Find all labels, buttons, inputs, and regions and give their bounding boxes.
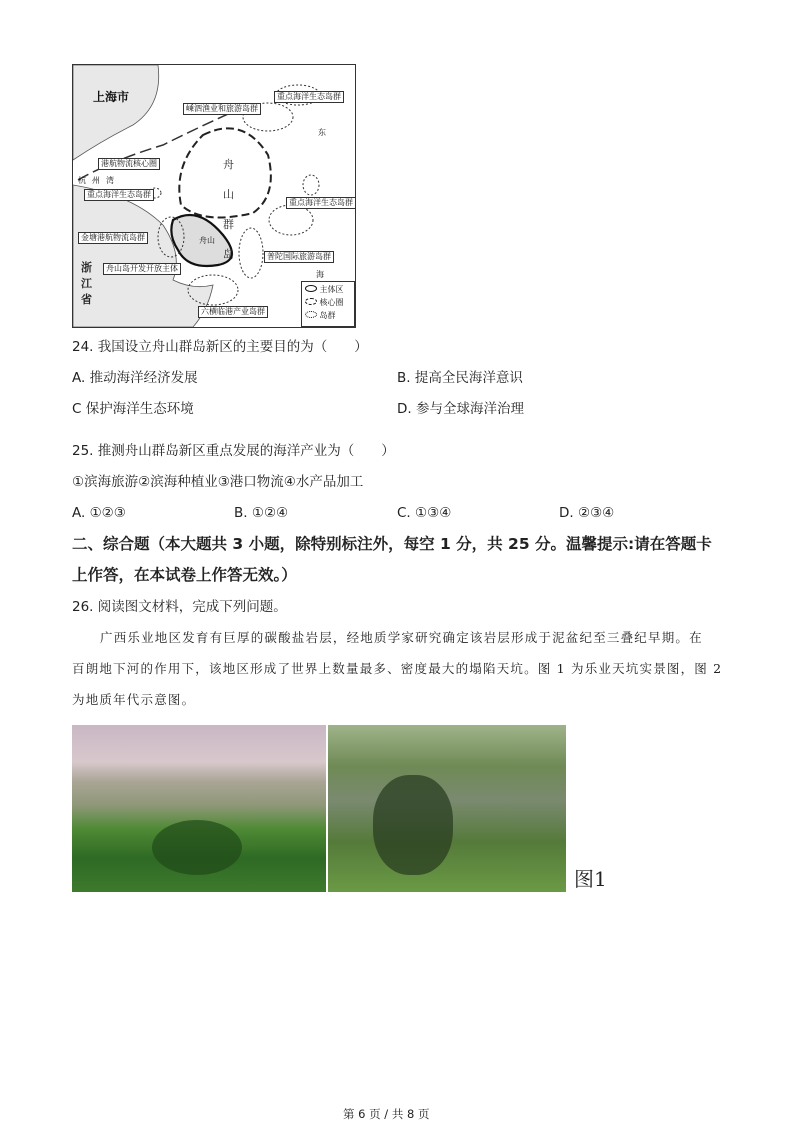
q24-option-d: D. 参与全球海洋治理 [397, 401, 524, 417]
legend-core-circle: 核心圈 [319, 298, 344, 307]
q24-option-b: B. 提高全民海洋意识 [397, 370, 523, 386]
q24-option-a: A. 推动海洋经济发展 [72, 370, 198, 386]
q25-option-d: D. ②③④ [559, 505, 615, 521]
q25-option-b: B. ①②④ [234, 505, 289, 521]
tiankeng-photo-1 [72, 725, 326, 892]
label-shanghai: 上海市 [93, 90, 130, 104]
label-jintang: 金塘港航物流岛群 [78, 232, 148, 244]
q25-stem: 25. 推测舟山群岛新区重点发展的海洋产业为（ ） [72, 443, 395, 459]
label-eco-left: 重点海洋生态岛群 [84, 189, 154, 201]
label-zhejiang: 浙江省 [81, 261, 92, 306]
label-eco-top: 重点海洋生态岛群 [274, 91, 344, 103]
tiankeng-photo-2 [328, 725, 566, 892]
map-legend [301, 281, 355, 327]
q26-paragraph-line3: 为地质年代示意图。 [72, 692, 196, 707]
zhoushan-map [72, 64, 356, 328]
figure-1-label: 图1 [574, 867, 607, 891]
q24-option-c: C 保护海洋生态环境 [72, 401, 194, 417]
label-hangzhouwan: 杭州湾 [78, 176, 120, 185]
label-core-circle: 港航物流核心圈 [98, 158, 160, 170]
label-dong: 东 [318, 128, 326, 137]
label-main-body: 舟山岛开发开放主体 [103, 263, 181, 275]
q26-paragraph-line1: 广西乐业地区发育有巨厚的碳酸盐岩层，经地质学家研究确定该岩层形成于泥盆纪至三叠纪早期。在 [100, 630, 703, 645]
q25-option-c: C. ①③④ [397, 505, 452, 521]
q26-paragraph-line2: 百朗地下河的作用下，该地区形成了世界上数量最多、密度最大的塌陷天坑。图 1 为乐业天坑实景图，图 2 [72, 661, 723, 676]
label-zhoushan: 舟山 [199, 236, 215, 245]
page-footer: 第 6 页 / 共 8 页 [343, 1107, 430, 1121]
label-eco-right: 重点海洋生态岛群 [286, 197, 356, 209]
section-heading-line2: 上作答，在本试卷上作答无效。） [72, 566, 297, 584]
q25-option-a: A. ①②③ [72, 505, 126, 521]
q26-stem: 26. 阅读图文材料，完成下列问题。 [72, 599, 287, 615]
legend-main-area: 主体区 [319, 285, 344, 294]
label-archipelago: 舟山群岛 [223, 158, 234, 261]
label-liuheng: 六横临港产业岛群 [198, 306, 268, 318]
section-heading-line1: 二、综合题（本大题共 3 小题，除特别标注外，每空 1 分，共 25 分。温馨提示:请在答题卡 [72, 535, 712, 553]
label-hai: 海 [316, 270, 324, 279]
label-putuo: 普陀国际旅游岛群 [264, 251, 334, 263]
q25-items: ①滨海旅游②滨海种植业③港口物流④水产品加工 [72, 474, 364, 490]
label-shengsi: 嵊泗渔业和旅游岛群 [183, 103, 261, 115]
legend-islands: 岛群 [319, 311, 336, 320]
q24-stem: 24. 我国设立舟山群岛新区的主要目的为（ ） [72, 339, 368, 355]
